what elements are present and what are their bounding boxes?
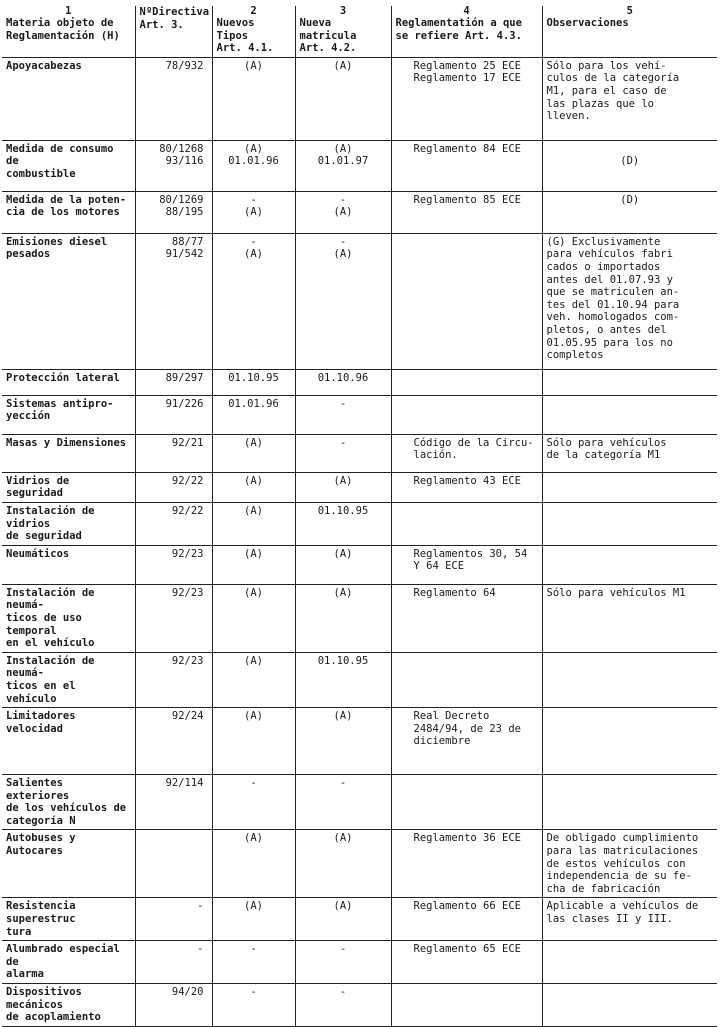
cell-directiva: 92/24 (135, 708, 212, 775)
table-row (2, 708, 717, 775)
table-row (2, 545, 717, 584)
col-number: 1 (65, 6, 72, 17)
cell-materia: Autobuses y Autocares (2, 830, 135, 898)
table-row (2, 584, 717, 652)
cell-directiva: 80/1269 88/195 (135, 191, 212, 233)
cell-directiva: 89/297 (135, 369, 212, 395)
cell-nuevos-tipos: (A) (212, 502, 295, 545)
col-label: NºDirectiva Art. 3. (139, 6, 210, 31)
cell-nuevos-tipos: - (A) (212, 191, 295, 233)
cell-materia: Instalación de vidrios de seguridad (2, 502, 135, 545)
cell-nueva-matricula: (A) (295, 472, 391, 502)
col-header-materia (2, 6, 135, 57)
regulation-document (2, 6, 717, 1027)
cell-materia: Sistemas antipro- yección (2, 395, 135, 434)
cell-reglamentacion (391, 984, 542, 1027)
cell-materia: Limitadores velocidad (2, 708, 135, 775)
cell-observaciones: Aplicable a vehículos de las clases II y III. (542, 898, 717, 941)
col-number: 5 (626, 6, 633, 17)
cell-nuevos-tipos: (A) (212, 898, 295, 941)
cell-directiva: 92/22 (135, 472, 212, 502)
col-header-nueva-matricula (295, 6, 391, 57)
cell-materia: Instalación de neumá- ticos de uso temporal en el vehículo (2, 584, 135, 652)
cell-reglamentacion: Reglamento 25 ECE Reglamento 17 ECE (391, 57, 542, 140)
table-header (2, 6, 717, 57)
cell-observaciones: Sólo para vehículos M1 (542, 584, 717, 652)
col-label: Nueva matricula Art. 4.2. (299, 17, 357, 55)
table-row (2, 233, 717, 369)
cell-reglamentacion: Reglamento 36 ECE (391, 830, 542, 898)
cell-observaciones: Sólo para los vehí- culos de la categoría M1, para el caso de las plazas que lo lleven. (542, 57, 717, 140)
cell-reglamentacion: Reglamento 84 ECE (391, 140, 542, 191)
col-number: 2 (250, 6, 257, 17)
cell-nuevos-tipos: - (212, 775, 295, 830)
col-header-reglamentacion (391, 6, 542, 57)
cell-nuevos-tipos: (A) (212, 472, 295, 502)
cell-nuevos-tipos: - (212, 984, 295, 1027)
cell-observaciones: (G) Exclusivamente para vehículos fabri cados o importados antes del 01.07.93 y que se matriculen an- tes del 01.10.94 para veh. homologados com- pletos, o antes del 01.05.95 para los no completos (542, 233, 717, 369)
regulation-table (2, 6, 717, 1027)
cell-nuevos-tipos: (A) (212, 830, 295, 898)
cell-directiva: 88/77 91/542 (135, 233, 212, 369)
col-label: Materia objeto de Reglamentación (H) (6, 17, 120, 42)
table-row (2, 472, 717, 502)
cell-materia: Dispositivos mecánicos de acoplamiento (2, 984, 135, 1027)
cell-nueva-matricula: (A) (295, 898, 391, 941)
cell-observaciones (542, 502, 717, 545)
cell-observaciones (542, 545, 717, 584)
cell-nueva-matricula: 01.10.96 (295, 369, 391, 395)
cell-nueva-matricula: - (295, 775, 391, 830)
cell-materia: Apoyacabezas (2, 57, 135, 140)
cell-nueva-matricula: - (295, 434, 391, 472)
cell-materia: Protección lateral (2, 369, 135, 395)
cell-nueva-matricula: - (A) (295, 191, 391, 233)
table-row (2, 898, 717, 941)
cell-reglamentacion: Reglamento 66 ECE (391, 898, 542, 941)
cell-materia: Medida de consumo de combustible (2, 140, 135, 191)
header-row (2, 6, 717, 57)
cell-observaciones: (D) (542, 191, 717, 233)
table-row (2, 652, 717, 707)
cell-reglamentacion (391, 775, 542, 830)
col-header-nuevos-tipos (212, 6, 295, 57)
table-row (2, 434, 717, 472)
cell-directiva: - (135, 941, 212, 984)
cell-materia: Vidrios de seguridad (2, 472, 135, 502)
cell-nueva-matricula: 01.10.95 (295, 652, 391, 707)
cell-nueva-matricula: - (A) (295, 233, 391, 369)
cell-nueva-matricula: (A) (295, 545, 391, 584)
cell-nuevos-tipos: (A) (212, 652, 295, 707)
cell-nueva-matricula: (A) (295, 708, 391, 775)
cell-reglamentacion: Reglamentos 30, 54 Y 64 ECE (391, 545, 542, 584)
cell-directiva: - (135, 898, 212, 941)
col-label: Reglamentatión a que se refiere Art. 4.3. (395, 17, 522, 42)
cell-materia: Instalación de neumá- ticos en el vehículo (2, 652, 135, 707)
cell-nueva-matricula: (A) 01.01.97 (295, 140, 391, 191)
cell-directiva: 91/226 (135, 395, 212, 434)
table-row (2, 140, 717, 191)
cell-materia: Resistencia superestruc tura (2, 898, 135, 941)
cell-reglamentacion (391, 652, 542, 707)
cell-observaciones (542, 369, 717, 395)
cell-materia: Emisiones diesel pesados (2, 233, 135, 369)
cell-nuevos-tipos: (A) 01.01.96 (212, 140, 295, 191)
cell-nueva-matricula: - (295, 941, 391, 984)
cell-directiva: 92/21 (135, 434, 212, 472)
cell-directiva: 92/23 (135, 652, 212, 707)
cell-reglamentacion (391, 233, 542, 369)
cell-materia: Medida de la poten- cia de los motores (2, 191, 135, 233)
cell-nuevos-tipos: 01.10.95 (212, 369, 295, 395)
cell-materia: Alumbrado especial de alarma (2, 941, 135, 984)
cell-nueva-matricula: (A) (295, 830, 391, 898)
cell-nuevos-tipos: - (A) (212, 233, 295, 369)
cell-reglamentacion: Reglamento 85 ECE (391, 191, 542, 233)
cell-observaciones (542, 652, 717, 707)
col-header-observaciones (542, 6, 717, 57)
col-label: Observaciones (546, 17, 629, 29)
col-label: Nuevos Tipos Art. 4.1. (216, 17, 274, 55)
col-number: 4 (463, 6, 470, 17)
cell-observaciones (542, 984, 717, 1027)
cell-reglamentacion: Código de la Circu- lación. (391, 434, 542, 472)
cell-directiva: 92/23 (135, 545, 212, 584)
cell-observaciones (542, 775, 717, 830)
cell-nueva-matricula: (A) (295, 57, 391, 140)
cell-nueva-matricula: - (295, 395, 391, 434)
cell-nuevos-tipos: 01.01.96 (212, 395, 295, 434)
cell-nueva-matricula: - (295, 984, 391, 1027)
cell-reglamentacion: Real Decreto 2484/94, de 23 de diciembre (391, 708, 542, 775)
cell-directiva: 80/1268 93/116 (135, 140, 212, 191)
table-row (2, 830, 717, 898)
cell-directiva: 92/114 (135, 775, 212, 830)
cell-directiva: 92/22 (135, 502, 212, 545)
cell-nuevos-tipos: (A) (212, 584, 295, 652)
cell-observaciones (542, 941, 717, 984)
col-number: 3 (339, 6, 347, 17)
cell-reglamentacion (391, 369, 542, 395)
table-row (2, 191, 717, 233)
col-header-directiva (135, 6, 212, 57)
cell-nueva-matricula: (A) (295, 584, 391, 652)
table-row (2, 775, 717, 830)
cell-nueva-matricula: 01.10.95 (295, 502, 391, 545)
cell-nuevos-tipos: (A) (212, 708, 295, 775)
table-row (2, 502, 717, 545)
cell-reglamentacion: Reglamento 64 (391, 584, 542, 652)
cell-observaciones (542, 395, 717, 434)
cell-observaciones (542, 472, 717, 502)
table-row (2, 984, 717, 1027)
table-body (2, 57, 717, 1026)
cell-reglamentacion (391, 502, 542, 545)
cell-observaciones: De obligado cumplimiento para las matriculaciones de estos vehículos con independencia de su fe- cha de fabricación (542, 830, 717, 898)
cell-nuevos-tipos: (A) (212, 57, 295, 140)
cell-nuevos-tipos: (A) (212, 545, 295, 584)
cell-directiva: 92/23 (135, 584, 212, 652)
cell-observaciones: Sólo para vehículos de la categoría M1 (542, 434, 717, 472)
table-row (2, 57, 717, 140)
table-row (2, 395, 717, 434)
cell-directiva: 78/932 (135, 57, 212, 140)
table-row (2, 941, 717, 984)
cell-observaciones (542, 708, 717, 775)
cell-directiva: 94/20 (135, 984, 212, 1027)
cell-reglamentacion: Reglamento 65 ECE (391, 941, 542, 984)
cell-materia: Masas y Dimensiones (2, 434, 135, 472)
cell-observaciones: (D) (542, 140, 717, 191)
cell-materia: Neumáticos (2, 545, 135, 584)
cell-directiva (135, 830, 212, 898)
cell-reglamentacion (391, 395, 542, 434)
cell-nuevos-tipos: (A) (212, 434, 295, 472)
table-row (2, 369, 717, 395)
cell-nuevos-tipos: - (212, 941, 295, 984)
cell-materia: Salientes exteriores de los vehículos de categoría N (2, 775, 135, 830)
cell-reglamentacion: Reglamento 43 ECE (391, 472, 542, 502)
